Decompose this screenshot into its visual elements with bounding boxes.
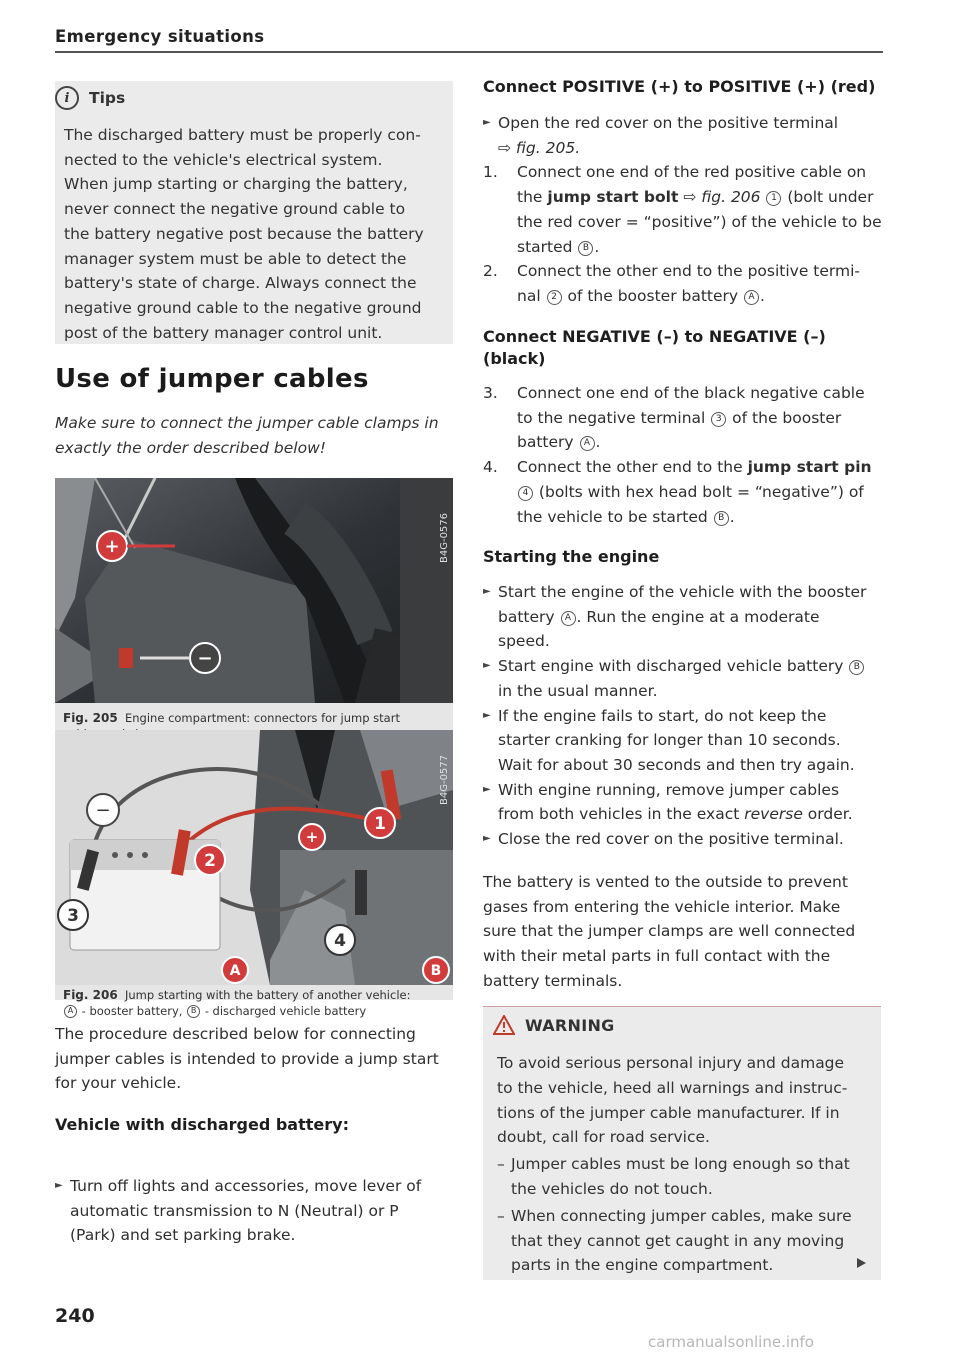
svg-text:A: A <box>229 963 241 979</box>
fig205-plus-label: + <box>104 536 120 557</box>
page-number: 240 <box>55 1305 95 1327</box>
warning-title: WARNING <box>525 1015 615 1035</box>
fig206-caption-line: Jump starting with the battery of another vehicle: <box>125 988 411 1002</box>
tips-title: Tips <box>89 89 126 107</box>
procedure-line: jumper cables is intended to provide a jump start <box>55 1049 439 1068</box>
positive-bullet: ► Open the red cover on the positive terminal ⇨ fig. 205. <box>483 111 883 160</box>
step-2: 2. Connect the other end to the positive termi- nal 2 of the booster battery A . <box>483 262 861 305</box>
callout-2 <box>195 845 225 875</box>
fig205-minus-label: − <box>197 648 213 669</box>
tips-heading <box>55 86 125 110</box>
tips-line: post of the battery manager control unit. <box>64 323 383 342</box>
callout-a-ref: A <box>744 290 759 305</box>
tips-line: battery's state of charge. Always connect the <box>64 274 417 293</box>
fig206-code: B4G-0577 <box>439 754 450 806</box>
starting-steps <box>483 580 883 852</box>
tips-line: never connect the negative ground cable to <box>64 200 406 219</box>
fig206-caption <box>55 985 453 1019</box>
section-intro <box>55 411 455 461</box>
tips-line: When jump starting or charging the battery, <box>64 175 408 194</box>
heading-starting-engine: Starting the engine <box>483 547 660 566</box>
callout-b-ref: B <box>578 241 593 256</box>
callout-3 <box>58 900 88 930</box>
tips-text <box>64 123 449 345</box>
tips-line: negative ground cable to the negative ground <box>64 298 422 317</box>
callout-a-ref: A <box>580 436 595 451</box>
callout-3-ref: 3 <box>711 412 726 427</box>
svg-text:B: B <box>430 963 442 979</box>
fig205-code: B4G-0576 <box>439 512 450 564</box>
callout-1-ref: 1 <box>766 191 781 206</box>
step-4: 4. Connect the other end to the jump start pin 4 (bolts with hex head bolt = “negative”) of the vehicle to be started B . <box>483 458 872 526</box>
procedure-line: The procedure described below for connecting <box>55 1025 416 1043</box>
heading-negative: Connect NEGATIVE (–) to NEGATIVE (–) (black) <box>483 327 826 368</box>
header-divider <box>55 51 883 53</box>
callout-2-ref: 2 <box>547 290 562 305</box>
intro-line: Make sure to connect the jumper cable clamps in <box>55 414 439 432</box>
watermark: carmanualsonline.info <box>648 1333 814 1351</box>
start-bullet-4: ► With engine running, remove jumper cables from both vehicles in the exact reverse order. <box>483 778 883 827</box>
heading-positive: Connect POSITIVE (+) to POSITIVE (+) (red) <box>483 77 876 96</box>
start-bullet-5: ► Close the red cover on the positive terminal. <box>483 827 883 852</box>
start-bullet-3: ► If the engine fails to start, do not keep the starter cranking for longer than 10 seconds. Wait for about 30 seconds and then try again. <box>483 704 883 778</box>
vent-paragraph: The battery is vented to the outside to prevent gases from entering the vehicle interior. Make sure that the jumper clamps are well connected with their metal parts in full contact with the battery terminals. <box>483 873 856 990</box>
section-title: Use of jumper cables <box>55 364 369 394</box>
svg-text:4: 4 <box>334 931 346 951</box>
svg-text:3: 3 <box>67 906 79 926</box>
callout-1 <box>365 808 395 838</box>
fig206-caption-label: Fig. 206 <box>63 988 118 1002</box>
tips-line: manager system must be able to detect the <box>64 249 407 268</box>
fig205-caption-line: Engine compartment: connectors for jump start <box>125 711 400 725</box>
callout-b-ref: B <box>714 511 729 526</box>
start-bullet-1: ► Start the engine of the vehicle with the booster battery A . Run the engine at a moderate speed. <box>483 580 883 654</box>
svg-text:1: 1 <box>374 814 386 834</box>
step-3: 3. Connect one end of the black negative cable to the negative terminal 3 of the booster battery A . <box>483 384 865 452</box>
caption-discharged-text: - discharged vehicle battery <box>201 1004 367 1018</box>
svg-text:2: 2 <box>204 851 216 871</box>
warning-item: – When connecting jumper cables, make sure that they cannot get caught in any moving parts in the engine compartment. <box>497 1204 872 1278</box>
callout-a <box>222 957 248 983</box>
caption-booster-text: - booster battery, <box>78 1004 187 1018</box>
negative-steps <box>483 381 883 529</box>
tips-line: nected to the vehicle's electrical system. <box>64 150 383 169</box>
callout-4-ref: 4 <box>518 486 533 501</box>
callout-b <box>423 957 449 983</box>
start-bullet-2: ► Start engine with discharged vehicle battery B in the usual manner. <box>483 654 883 703</box>
fig206-illustration <box>55 730 453 985</box>
caption-callout-a: A <box>64 1005 77 1018</box>
callout-b-ref: B <box>849 660 864 675</box>
warning-box <box>483 1006 881 1280</box>
tips-line: The discharged battery must be properly con- <box>64 126 421 144</box>
warning-text: To avoid serious personal injury and damage to the vehicle, heed all warnings and instruc- tions of the jumper cable manufacturer. If in doubt, call for road service. – Jumper cables must be long enough so that the vehicles do not touch. – When connecting jumper cables, make sure that they cannot get caught in any moving parts in the engine compartment. <box>497 1051 872 1278</box>
caption-callout-b: B <box>187 1005 200 1018</box>
warning-triangle-icon <box>493 1015 515 1035</box>
positive-steps <box>483 111 883 309</box>
figure-206 <box>55 730 453 1018</box>
warning-heading <box>493 1015 615 1035</box>
fig205-illustration <box>55 478 453 703</box>
discharged-battery-bullet: ► Turn off lights and accessories, move lever of automatic transmission to N (Neutral) or P (Park) and set parking brake. <box>55 1174 455 1248</box>
callout-4 <box>325 925 355 955</box>
procedure-intro <box>55 1022 455 1096</box>
procedure-line: for your vehicle. <box>55 1074 182 1093</box>
figure-205 <box>55 478 453 748</box>
continue-arrow-icon <box>857 1258 866 1268</box>
info-icon: i <box>55 86 79 110</box>
tips-box <box>55 81 453 344</box>
intro-line: exactly the order described below! <box>55 439 326 457</box>
step-1: 1. Connect one end of the red positive cable on the jump start bolt ⇨ fig. 206 1 (bolt under the red cover = “positive”) of the vehicle to be started B . <box>483 163 882 256</box>
fig205-caption-label: Fig. 205 <box>63 711 118 725</box>
callout-a-ref: A <box>561 611 576 626</box>
warning-item: – Jumper cables must be long enough so that the vehicles do not touch. <box>497 1152 872 1202</box>
svg-text:+: + <box>305 828 319 846</box>
svg-text:−: − <box>95 800 111 821</box>
discharged-battery-heading: Vehicle with discharged battery: <box>55 1115 349 1134</box>
tips-line: the battery negative post because the battery <box>64 224 424 243</box>
page-header-title: Emergency situations <box>55 27 265 46</box>
